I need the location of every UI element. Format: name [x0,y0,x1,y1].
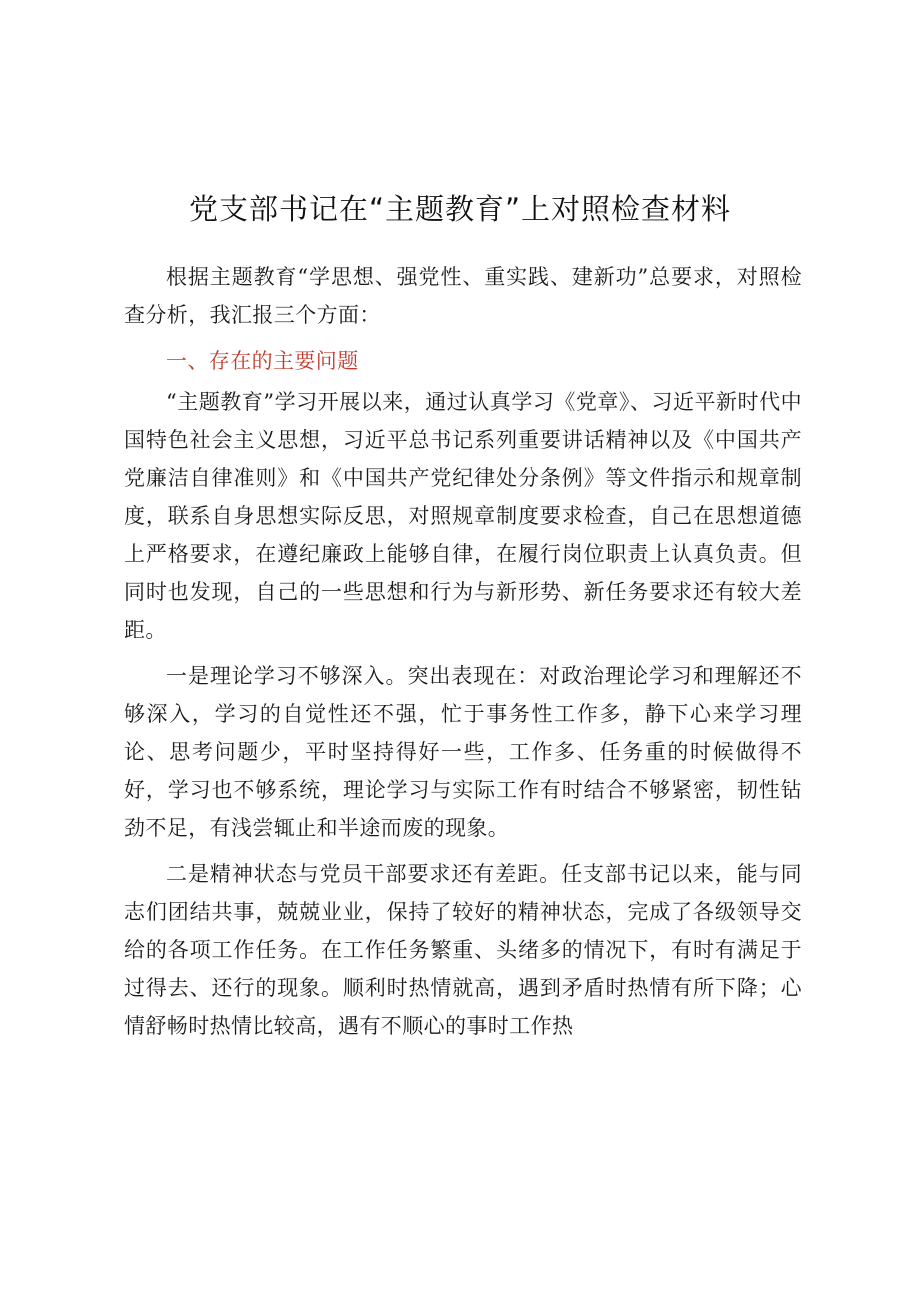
body-paragraph-theory-study: 一是理论学习不够深入。突出表现在：对政治理论学习和理解还不够深入，学习的自觉性还不强，忙于事务性工作多，静下心来学习理论、思考问题少，平时坚持得好一些，工作多、任务重的时候做得不好，学习也不够系统，理论学习与实际工作有时结合不够紧密，韧性钻劲不足，有浅尝辄止和半途而废的现象。 [124,664,802,840]
document-body [124,258,802,1053]
document-title: 党支部书记在“主题教育”上对照检查材料 [188,192,732,226]
intro-paragraph: 根据主题教育“学思想、强党性、重实践、建新功”总要求，对照检查分析，我汇报三个方面： [124,265,802,327]
body-paragraph-mental-state: 二是精神状态与党员干部要求还有差距。任支部书记以来，能与同志们团结共事，兢兢业业，保持了较好的精神状态，完成了各级领导交给的各项工作任务。在工作任务繁重、头绪多的情况下，有时有满足于过得去、还行的现象。顺利时热情就高，遇到矛盾时热情有所下降；心情舒畅时热情比较高，遇有不顺心的事时工作热 [124,862,802,1038]
section-heading-main-problems: 一、存在的主要问题 [166,349,359,373]
body-paragraph-overview: “主题教育”学习开展以来，通过认真学习《党章》、习近平新时代中国特色社会主义思想，习近平总书记系列重要讲话精神以及《中国共产党廉洁自律准则》和《中国共产党纪律处分条例》等文件指示和规章制度，联系自身思想实际反思，对照规章制度要求检查，自己在思想道德上严格要求，在遵纪廉政上能够自律，在履行岗位职责上认真负责。但同时也发现，自己的一些思想和行为与新形势、新任务要求还有较大差距。 [124,390,802,642]
